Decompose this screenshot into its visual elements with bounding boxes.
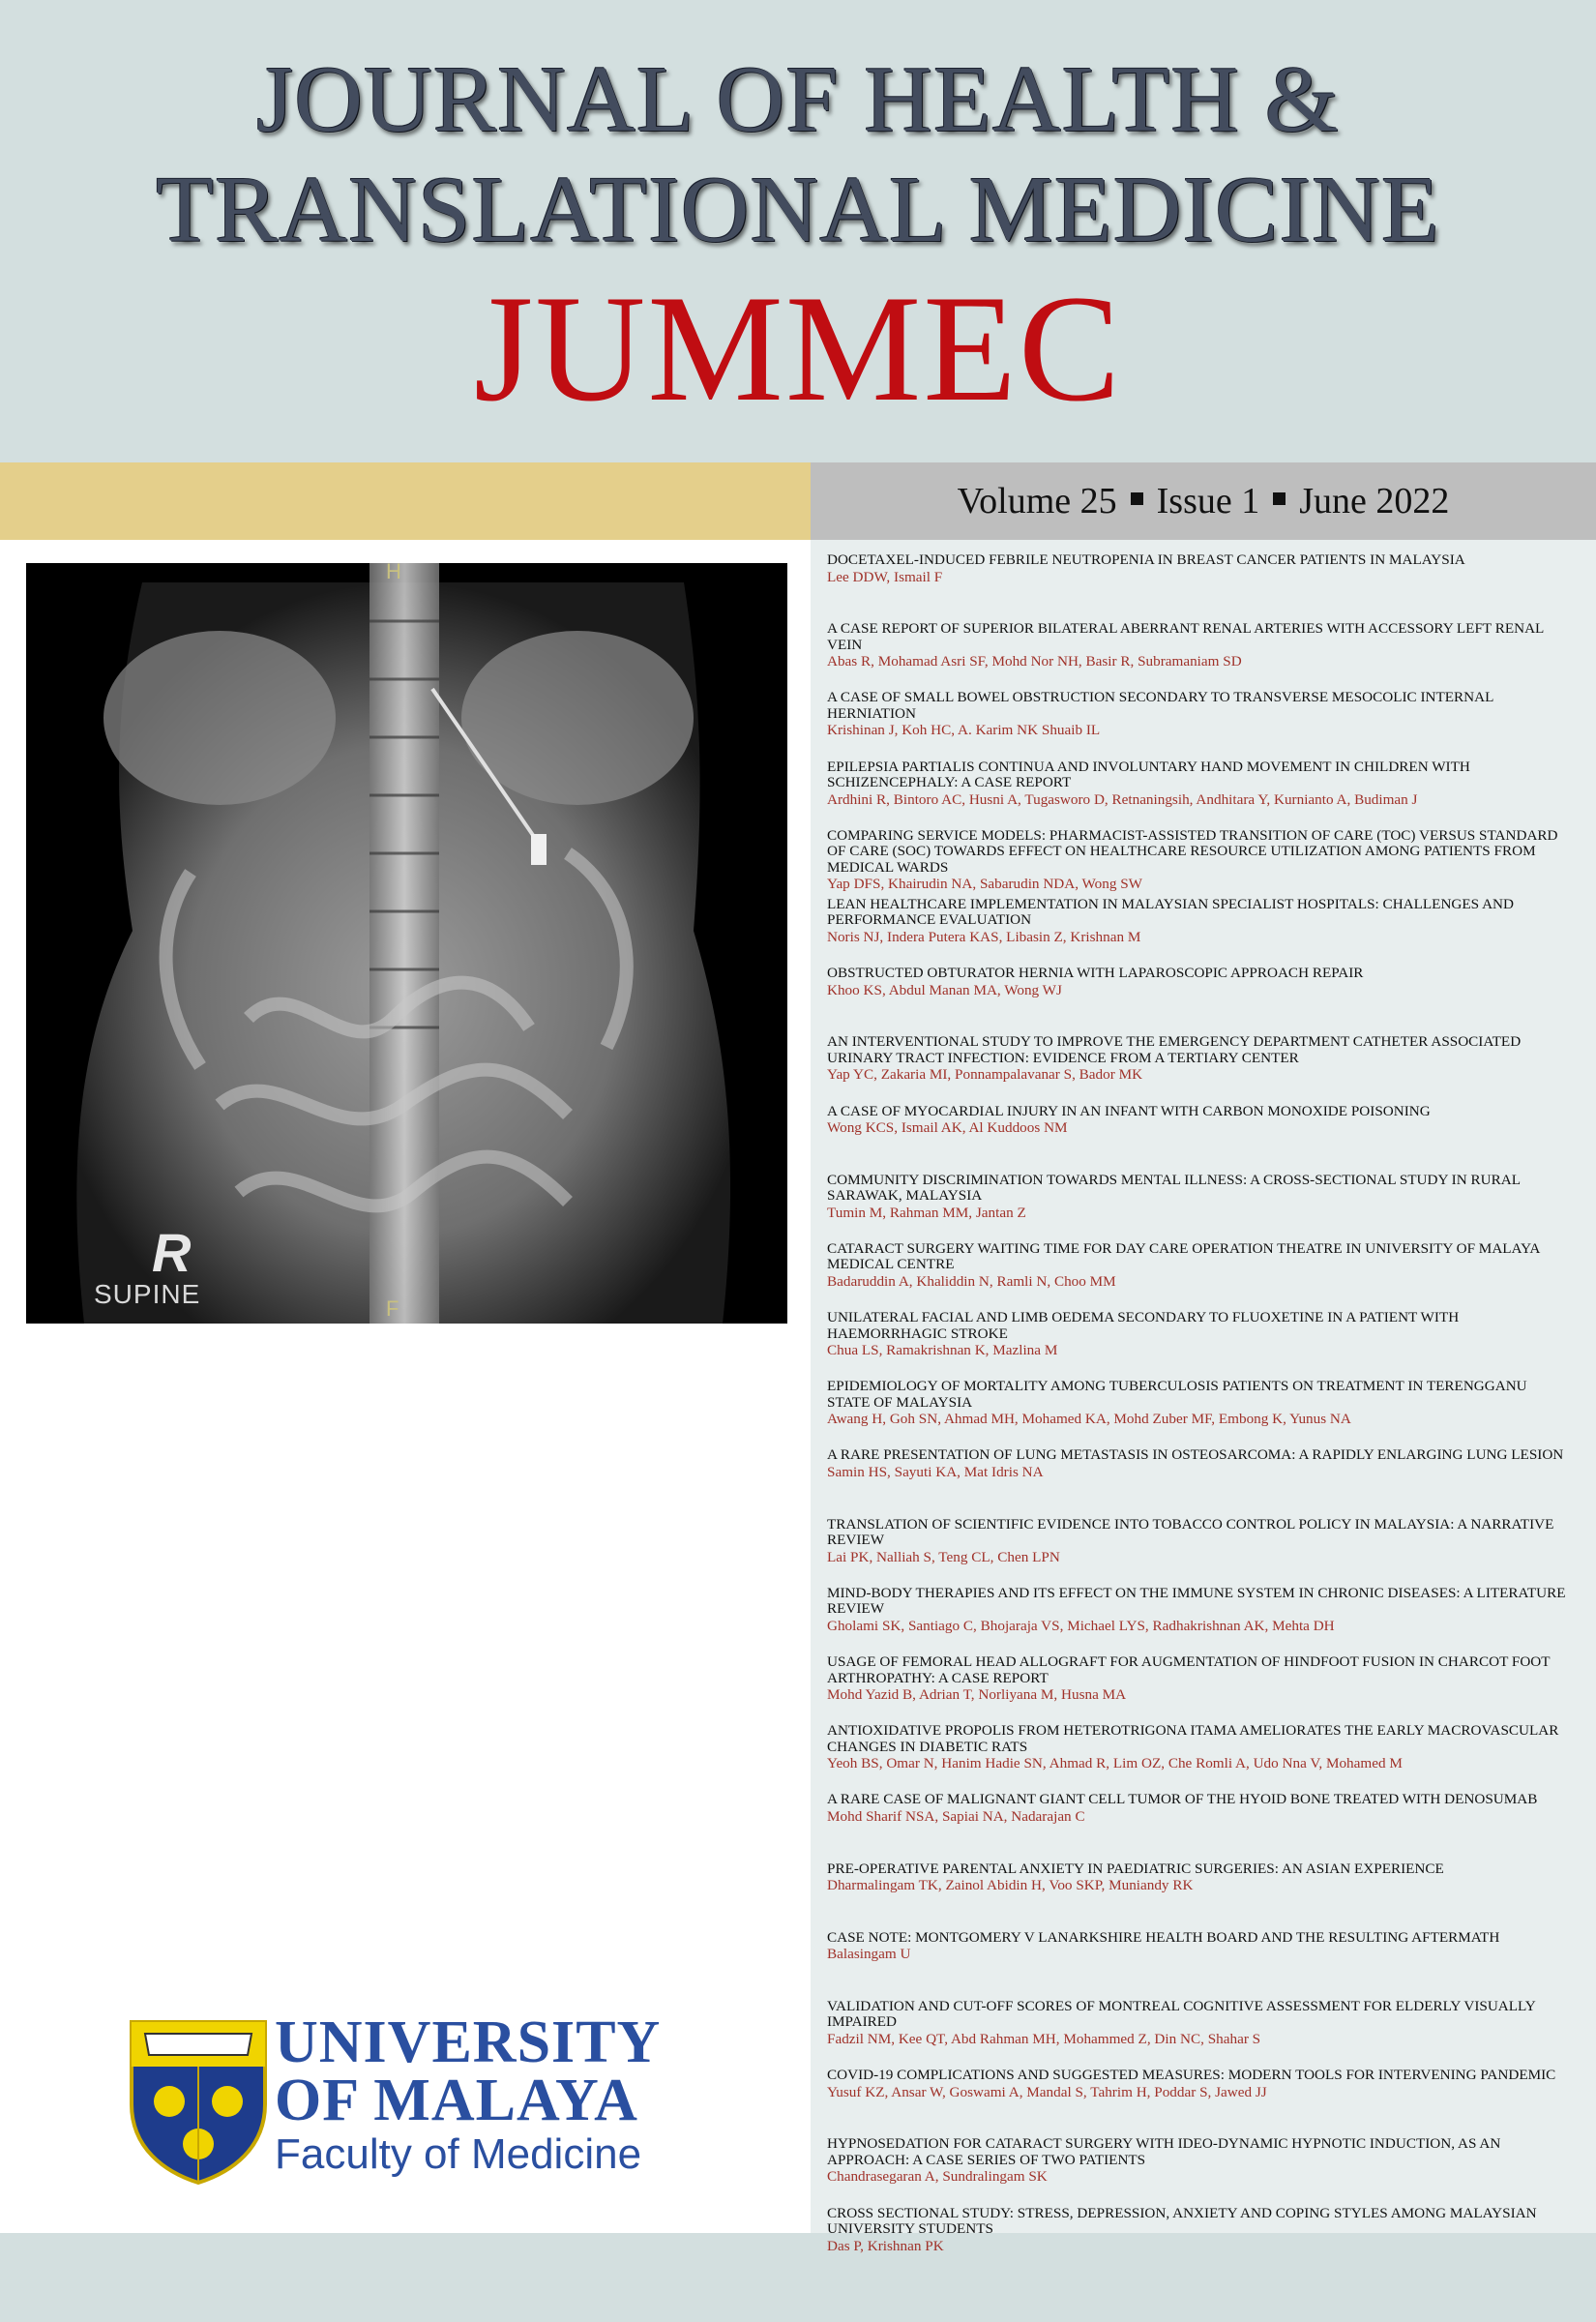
xray-label: SUPINE: [94, 1279, 201, 1309]
separator-square-icon: [1273, 492, 1286, 505]
article-title: ANTIOXIDATIVE PROPOLIS FROM HETEROTRIGONA ITAMA AMELIORATES THE EARLY MACROVASCULAR CHANGES IN DIABETIC RATS: [827, 1723, 1559, 1755]
article-title: HYPNOSEDATION FOR CATARACT SURGERY WITH IDEO-DYNAMIC HYPNOTIC INDUCTION, AS AN APPROACH: A CASE SERIES OF TWO PATIENTS: [827, 2136, 1501, 2168]
article-authors: Fadzil NM, Kee QT, Abd Rahman MH, Mohammed Z, Din NC, Shahar S: [827, 2030, 1261, 2047]
article-entry: [827, 1447, 1572, 1516]
logo-line-3: Faculty of Medicine: [275, 2130, 642, 2178]
article-authors: Chua LS, Ramakrishnan K, Mazlina M: [827, 1342, 1058, 1359]
table-of-contents: [827, 552, 1572, 2275]
article-title: A CASE OF MYOCARDIAL INJURY IN AN INFANT WITH CARBON MONOXIDE POISONING: [827, 1103, 1431, 1119]
xray-marker-r: R: [152, 1222, 192, 1283]
article-title: A RARE CASE OF MALIGNANT GIANT CELL TUMOR OF THE HYOID BONE TREATED WITH DENOSUMAB: [827, 1792, 1538, 1808]
article-entry: [827, 1586, 1572, 1654]
article-authors: Mohd Sharif NSA, Sapiai NA, Nadarajan C: [827, 1807, 1085, 1825]
article-title: COMPARING SERVICE MODELS: PHARMACIST-ASSISTED TRANSITION OF CARE (TOC) VERSUS STANDARD OF CARE (SOC) TOWARDS EFFECT ON HEALTHCARE RESOURCE UTILIZATION AMONG PATIENTS FROM MEDICAL WARDS: [827, 827, 1558, 876]
article-title: COMMUNITY DISCRIMINATION TOWARDS MENTAL ILLNESS: A CROSS-SECTIONAL STUDY IN RURAL SARAWAK, MALAYSIA: [827, 1172, 1521, 1205]
article-entry: [827, 690, 1572, 759]
article-title: UNILATERAL FACIAL AND LIMB OEDEMA SECONDARY TO FLUOXETINE IN A PATIENT WITH HAEMORRHAGIC STROKE: [827, 1310, 1460, 1342]
article-title: A CASE REPORT OF SUPERIOR BILATERAL ABERRANT RENAL ARTERIES WITH ACCESSORY LEFT RENAL VEIN: [827, 621, 1544, 653]
article-authors: Abas R, Mohamad Asri SF, Mohd Nor NH, Basir R, Subramaniam SD: [827, 653, 1242, 670]
article-entry: [827, 1034, 1572, 1103]
article-authors: Wong KCS, Ismail AK, Al Kuddoos NM: [827, 1119, 1068, 1136]
issue-band: [811, 462, 1596, 540]
article-entry: [827, 1241, 1572, 1310]
article-authors: Awang H, Goh SN, Ahmad MH, Mohamed KA, Mohd Zuber MF, Embong K, Yunus NA: [827, 1411, 1351, 1428]
article-authors: Yeoh BS, Omar N, Hanim Hadie SN, Ahmad R, Lim OZ, Che Romli A, Udo Nna V, Mohamed M: [827, 1755, 1403, 1772]
article-title: PRE-OPERATIVE PARENTAL ANXIETY IN PAEDIATRIC SURGERIES: AN ASIAN EXPERIENCE: [827, 1861, 1444, 1877]
article-title: COVID-19 COMPLICATIONS AND SUGGESTED MEASURES: MODERN TOOLS FOR INTERVENING PANDEMIC: [827, 2068, 1556, 2084]
journal-title-line-2: TRANSLATIONAL MEDICINE: [156, 158, 1440, 262]
article-entry: [827, 1104, 1572, 1173]
article-authors: Tumin M, Rahman MM, Jantan Z: [827, 1204, 1026, 1221]
article-authors: Balasingam U: [827, 1946, 911, 1963]
article-title: A CASE OF SMALL BOWEL OBSTRUCTION SECONDARY TO TRANSVERSE MESOCOLIC INTERNAL HERNIATION: [827, 690, 1493, 722]
article-authors: Noris NJ, Indera Putera KAS, Libasin Z, Krishnan M: [827, 928, 1141, 945]
article-title: EPIDEMIOLOGY OF MORTALITY AMONG TUBERCULOSIS PATIENTS ON TREATMENT IN TERENGGANU STATE OF MALAYSIA: [827, 1379, 1527, 1411]
journal-title-line-1: JOURNAL OF HEALTH &: [256, 47, 1340, 152]
journal-brand: JUMMEC: [473, 264, 1123, 433]
article-entry: [827, 2136, 1572, 2205]
issue-label: Issue 1: [1156, 481, 1260, 521]
article-title: VALIDATION AND CUT-OFF SCORES OF MONTREAL COGNITIVE ASSESSMENT FOR ELDERLY VISUALLY IMPAIRED: [827, 1998, 1536, 2031]
article-entry: [827, 1930, 1572, 1999]
article-authors: Lai PK, Nalliah S, Teng CL, Chen LPN: [827, 1548, 1060, 1565]
xray-graphic: [26, 563, 787, 1324]
article-entry: [827, 1310, 1572, 1379]
article-title: USAGE OF FEMORAL HEAD ALLOGRAFT FOR AUGMENTATION OF HINDFOOT FUSION IN CHARCOT FOOT ARTHROPATHY: A CASE REPORT: [827, 1654, 1551, 1686]
article-title: EPILEPSIA PARTIALIS CONTINUA AND INVOLUNTARY HAND MOVEMENT IN CHILDREN WITH SCHIZENCEPHALY: A CASE REPORT: [827, 759, 1470, 791]
article-authors: Gholami SK, Santiago C, Bhojaraja VS, Michael LYS, Radhakrishnan AK, Mehta DH: [827, 1617, 1335, 1634]
article-entry: [827, 2068, 1572, 2136]
article-title: LEAN HEALTHCARE IMPLEMENTATION IN MALAYSIAN SPECIALIST HOSPITALS: CHALLENGES AND PERFORMANCE EVALUATION: [827, 896, 1514, 929]
article-entry: [827, 2206, 1572, 2275]
article-entry: [827, 828, 1572, 897]
article-title: DOCETAXEL-INDUCED FEBRILE NEUTROPENIA IN BREAST CANCER PATIENTS IN MALAYSIA: [827, 552, 1465, 568]
cover-xray-image: [26, 563, 787, 1324]
article-entry: [827, 1792, 1572, 1861]
article-authors: Das P, Krishnan PK: [827, 2237, 944, 2254]
article-authors: Krishinan J, Koh HC, A. Karim NK Shuaib IL: [827, 722, 1101, 739]
article-entry: [827, 1723, 1572, 1792]
article-title: CASE NOTE: MONTGOMERY V LANARKSHIRE HEALTH BOARD AND THE RESULTING AFTERMATH: [827, 1929, 1500, 1946]
article-entry: [827, 966, 1572, 1034]
article-authors: Samin HS, Sayuti KA, Mat Idris NA: [827, 1463, 1044, 1480]
university-crest-icon: [126, 2012, 271, 2185]
date-label: June 2022: [1299, 481, 1450, 521]
article-title: OBSTRUCTED OBTURATOR HERNIA WITH LAPAROSCOPIC APPROACH REPAIR: [827, 966, 1364, 982]
article-authors: Mohd Yazid B, Adrian T, Norliyana M, Husna MA: [827, 1686, 1127, 1703]
article-entry: [827, 1861, 1572, 1930]
logo-line-1: UNIVERSITY: [275, 2009, 662, 2075]
article-entry: [827, 1999, 1572, 2068]
cover-header: [0, 0, 1596, 462]
article-entry: [827, 759, 1572, 828]
separator-square-icon: [1131, 492, 1143, 505]
article-entry: [827, 1517, 1572, 1586]
article-title: TRANSLATION OF SCIENTIFIC EVIDENCE INTO TOBACCO CONTROL POLICY IN MALAYSIA: A NARRATIVE REVIEW: [827, 1516, 1554, 1549]
article-title: MIND-BODY THERAPIES AND ITS EFFECT ON THE IMMUNE SYSTEM IN CHRONIC DISEASES: A LITERATURE REVIEW: [827, 1585, 1566, 1618]
article-authors: Yap DFS, Khairudin NA, Sabarudin NDA, Wong SW: [827, 876, 1143, 893]
article-entry: [827, 552, 1572, 621]
article-entry: [827, 621, 1572, 690]
article-entry: [827, 1379, 1572, 1447]
article-title: AN INTERVENTIONAL STUDY TO IMPROVE THE EMERGENCY DEPARTMENT CATHETER ASSOCIATED URINARY TRACT INFECTION: EVIDENCE FROM A TERTIARY CENTER: [827, 1034, 1522, 1066]
article-entry: [827, 897, 1572, 966]
article-entry: [827, 1654, 1572, 1723]
logo-line-2: OF MALAYA: [275, 2068, 638, 2133]
article-authors: Yusuf KZ, Ansar W, Goswami A, Mandal S, Tahrim H, Poddar S, Jawed JJ: [827, 2083, 1267, 2100]
article-title: A RARE PRESENTATION OF LUNG METASTASIS IN OSTEOSARCOMA: A RAPIDLY ENLARGING LUNG LESION: [827, 1447, 1564, 1464]
volume-label: Volume 25: [957, 481, 1117, 521]
article-authors: Khoo KS, Abdul Manan MA, Wong WJ: [827, 981, 1062, 998]
gold-band: [0, 462, 811, 540]
article-entry: [827, 1173, 1572, 1241]
article-authors: Chandrasegaran A, Sundralingam SK: [827, 2168, 1048, 2186]
article-authors: Ardhini R, Bintoro AC, Husni A, Tugasworo D, Retnaningsih, Andhitara Y, Kurnianto A, Budiman J: [827, 790, 1418, 808]
xray-marker-bottom: F: [386, 1296, 399, 1321]
xray-marker-top: H: [386, 563, 401, 583]
article-authors: Yap YC, Zakaria MI, Ponnampalavanar S, Bador MK: [827, 1066, 1143, 1084]
article-authors: Lee DDW, Ismail F: [827, 568, 943, 585]
article-title: CATARACT SURGERY WAITING TIME FOR DAY CARE OPERATION THEATRE IN UNIVERSITY OF MALAYA MEDICAL CENTRE: [827, 1240, 1540, 1273]
article-authors: Dharmalingam TK, Zainol Abidin H, Voo SKP, Muniandy RK: [827, 1877, 1194, 1894]
article-authors: Badaruddin A, Khaliddin N, Ramli N, Choo MM: [827, 1272, 1116, 1290]
article-title: CROSS SECTIONAL STUDY: STRESS, DEPRESSION, ANXIETY AND COPING STYLES AMONG MALAYSIAN UNIVERSITY STUDENTS: [827, 2205, 1537, 2237]
university-logo: [126, 2010, 667, 2185]
